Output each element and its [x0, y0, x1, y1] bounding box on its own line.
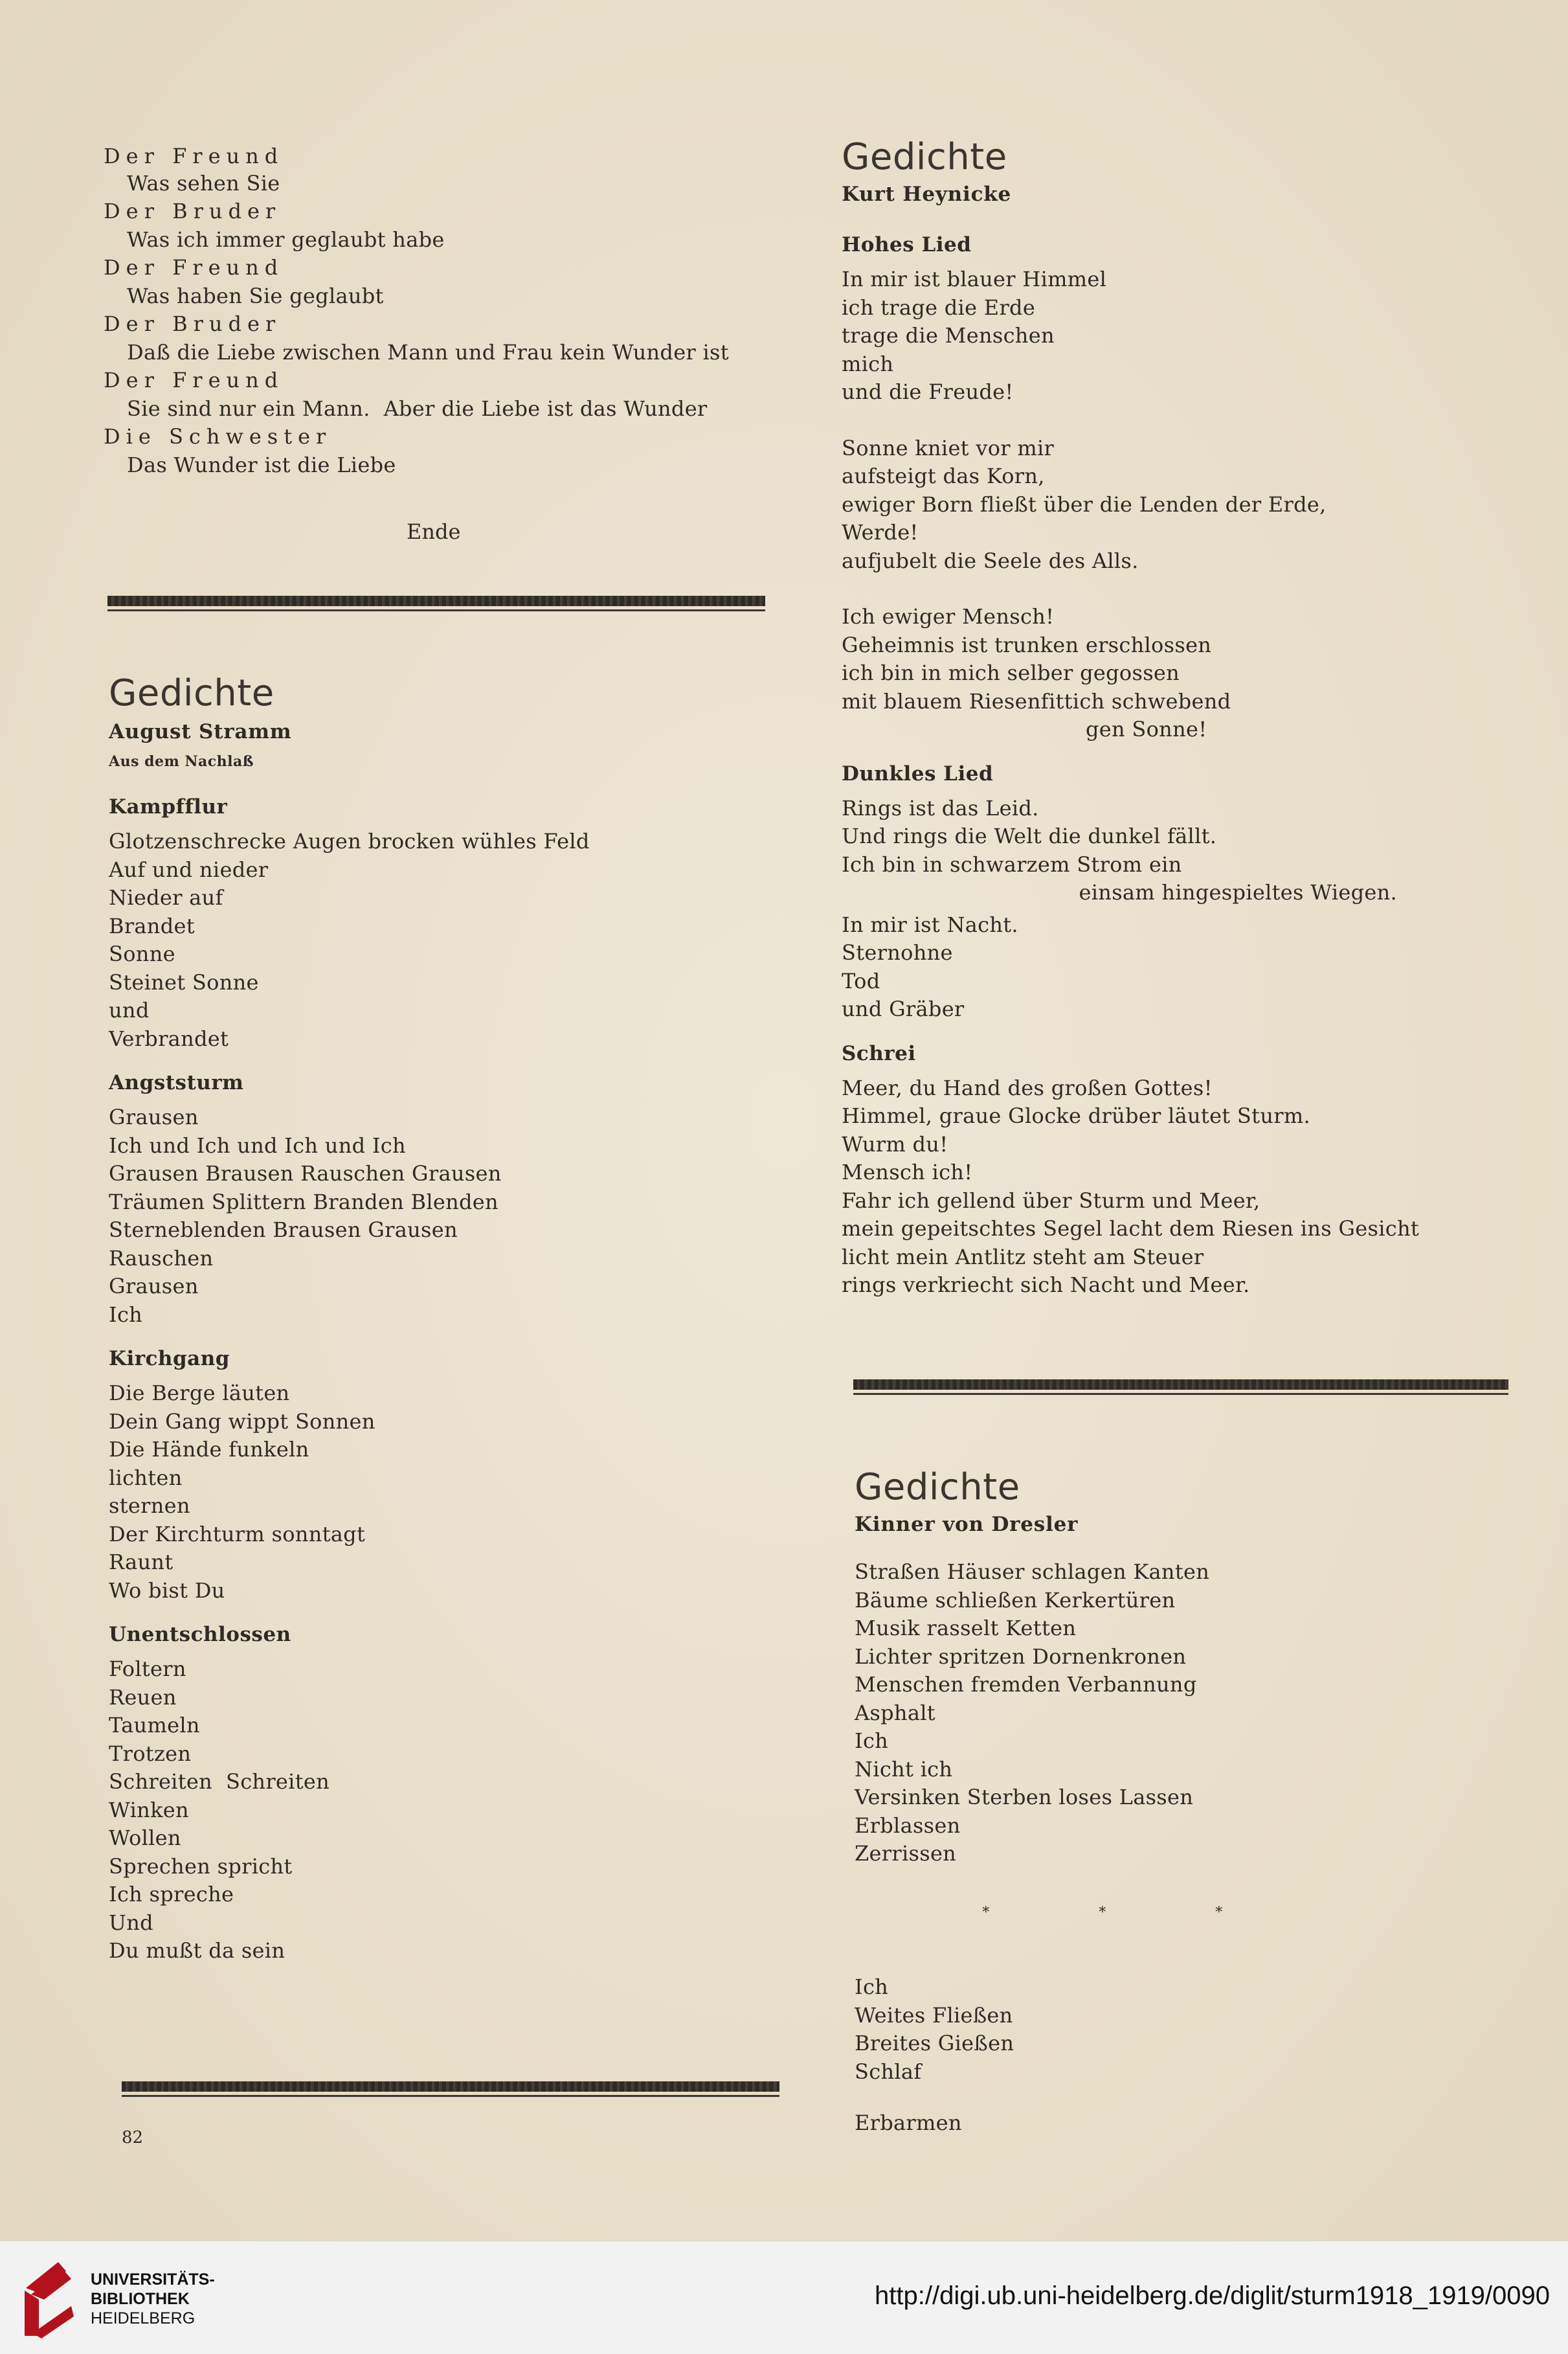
library-line: BIBLIOTHEK: [91, 2290, 190, 2308]
poem-line: Verbrandet: [109, 1026, 229, 1051]
poem-line: Steinet Sonne: [109, 969, 259, 995]
poem-line: Himmel, graue Glocke drüber läutet Sturm.: [842, 1103, 1310, 1128]
poem-line: Schreiten Schreiten: [109, 1769, 330, 1794]
poem-line: Zerrissen: [855, 1841, 957, 1866]
dialogue-block: [104, 142, 751, 479]
poem-title: Unentschlossen: [109, 1623, 291, 1646]
poem-line: mich: [842, 351, 894, 376]
star: *: [1099, 1905, 1106, 1921]
poem-line: Rauschen: [109, 1245, 214, 1271]
poem-line: Straßen Häuser schlagen Kanten: [855, 1559, 1210, 1584]
stramm-section: [109, 671, 756, 1965]
poem-line: Breites Gießen: [855, 2031, 1014, 2055]
poem-line: Die Berge läuten: [109, 1381, 290, 1405]
viewer-footer: [0, 2241, 1568, 2354]
author-name: Kinner von Dresler: [855, 1513, 1079, 1536]
poem-line: Nicht ich: [855, 1756, 953, 1782]
poem-line: Erbarmen: [855, 2111, 962, 2135]
poem-line: Wo bist Du: [109, 1578, 225, 1603]
dialogue-line: Das Wunder ist die Liebe: [127, 452, 396, 477]
poem-line: Sterneblenden Brausen Grausen: [109, 1217, 458, 1242]
poem-line: In mir ist Nacht.: [842, 912, 1018, 937]
poem-line: Ich und Ich und Ich und Ich: [109, 1133, 406, 1158]
dialogue-line: Sie sind nur ein Mann. Aber die Liebe ist das Wunder: [127, 396, 708, 421]
poem-line: mit blauem Riesenfittich schwebend: [842, 688, 1231, 714]
poem-line: Grausen: [109, 1105, 199, 1129]
library-line: HEIDELBERG: [91, 2309, 196, 2327]
poem-line: Auf und nieder: [109, 857, 269, 882]
poem-line: Ich: [109, 1302, 143, 1327]
speaker: Die Schwester: [104, 424, 332, 449]
section-heading: Gedichte: [842, 136, 1007, 178]
poem-line: Sprechen spricht: [109, 1853, 293, 1879]
poem-line: Werde!: [842, 520, 919, 545]
poem-line: Die Hände funkeln: [109, 1437, 309, 1462]
library-name: [91, 2270, 215, 2328]
poem-line: Sternohne: [842, 940, 953, 965]
section-rule: [853, 1379, 1508, 1395]
poem-line: Dein Gang wippt Sonnen: [109, 1409, 375, 1434]
heynicke-section: [842, 135, 1528, 1300]
dresler-section: [855, 1465, 1528, 2138]
poem-line: ewiger Born fließt über die Lenden der Erde,: [842, 492, 1327, 517]
poem-line: Fahr ich gellend über Sturm und Meer,: [842, 1188, 1260, 1213]
poem-line: Weites Fließen: [855, 2002, 1013, 2028]
poem-line: Sonne kniet vor mir: [842, 435, 1055, 460]
poem-line: Bäume schließen Kerkertüren: [855, 1587, 1176, 1613]
star: *: [1215, 1905, 1223, 1921]
section-rule: [107, 596, 765, 611]
poem-line: Und rings die Welt die dunkel fällt.: [842, 824, 1217, 848]
poem-line: ich trage die Erde: [842, 295, 1036, 320]
poem-line: Grausen Brausen Rauschen Grausen: [109, 1161, 502, 1186]
poem-line: gen Sonne!: [842, 717, 1207, 741]
poem-line: lichten: [109, 1465, 183, 1490]
poem-line: Rings ist das Leid.: [842, 795, 1039, 821]
poem-line: Foltern: [109, 1657, 186, 1681]
poem-title: Hohes Lied: [842, 233, 972, 256]
poem-line: Grausen: [109, 1274, 199, 1298]
author-name: Kurt Heynicke: [842, 183, 1012, 206]
poem-line: Träumen Splittern Branden Blenden: [109, 1189, 498, 1214]
dialogue-line: Daß die Liebe zwischen Mann und Frau kein Wunder ist: [127, 339, 729, 365]
poem-line: Sonne: [109, 942, 175, 966]
poem-line: aufsteigt das Korn,: [842, 464, 1045, 488]
poem-line: und: [109, 998, 150, 1023]
page-number: 82: [122, 2128, 144, 2147]
speaker: Der Bruder: [104, 199, 282, 223]
poem-line: Taumeln: [109, 1713, 200, 1737]
poem-line: einsam hingespieltes Wiegen.: [842, 880, 1397, 905]
poem-line: mein gepeitschtes Segel lacht dem Riesen ins Gesicht: [842, 1216, 1420, 1241]
poem-line: ich bin in mich selber gegossen: [842, 661, 1180, 685]
poem-line: Musik rasselt Ketten: [855, 1616, 1077, 1640]
poem-line: Schlaf: [855, 2059, 922, 2084]
poem-line: sternen: [109, 1493, 190, 1518]
speaker: Der Freund: [104, 144, 284, 168]
poem-line: Asphalt: [855, 1700, 935, 1725]
poem-line: Ich: [855, 1728, 889, 1753]
poem-line: Trotzen: [109, 1741, 192, 1766]
poem-line: Raunt: [109, 1550, 174, 1574]
poem-line: Glotzenschrecke Augen brocken wühles Feld: [109, 829, 590, 854]
section-heading: Gedichte: [855, 1466, 1020, 1508]
poem-line: Du mußt da sein: [109, 1938, 286, 1963]
speaker: Der Bruder: [104, 311, 282, 336]
section-rule: [122, 2081, 779, 2097]
poem-line: Menschen fremden Verbannung: [855, 1672, 1197, 1697]
poem-title: Schrei: [842, 1041, 916, 1065]
poem-line: und Gräber: [842, 997, 965, 1021]
poem-line: Lichter spritzen Dornenkronen: [855, 1644, 1187, 1669]
ende-label: Ende: [407, 519, 461, 544]
library-line: UNIVERSITÄTS-: [91, 2270, 215, 2289]
poem-line: In mir ist blauer Himmel: [842, 267, 1107, 291]
speaker: Der Freund: [104, 368, 284, 392]
dialogue-line: Was sehen Sie: [127, 170, 280, 196]
poem-line: Geheimnis ist trunken erschlossen: [842, 632, 1212, 657]
speaker: Der Freund: [104, 255, 284, 280]
poem-line: Ich ewiger Mensch!: [842, 604, 1055, 629]
dialogue-line: Was haben Sie geglaubt: [127, 283, 384, 308]
poem-line: Tod: [842, 968, 880, 993]
poem-title: Angststurm: [109, 1071, 244, 1094]
author-name: August Stramm: [109, 720, 292, 743]
poem-line: Mensch ich!: [842, 1160, 973, 1184]
poem-title: Dunkles Lied: [842, 762, 994, 786]
star: *: [982, 1905, 990, 1921]
library-logo-icon: [19, 2256, 78, 2340]
poem-line: rings verkriecht sich Nacht und Meer.: [842, 1273, 1250, 1297]
dialogue-line: Was ich immer geglaubt habe: [127, 227, 445, 252]
poem-line: Ich: [855, 1975, 889, 1999]
poem-line: licht mein Antlitz steht am Steuer: [842, 1244, 1204, 1269]
poem-line: Winken: [109, 1797, 189, 1822]
poem-line: Nieder auf: [109, 885, 223, 910]
poem-title: Kampfflur: [109, 795, 228, 819]
poem-line: aufjubelt die Seele des Alls.: [842, 548, 1139, 573]
poem-line: Erblassen: [855, 1813, 961, 1838]
poem-line: Wollen: [109, 1826, 181, 1850]
poem-line: Reuen: [109, 1684, 177, 1710]
poem-line: und die Freude!: [842, 379, 1014, 404]
section-heading: Gedichte: [109, 672, 274, 714]
star-divider: [855, 1868, 1528, 1956]
poem-line: Meer, du Hand des großen Gottes!: [842, 1075, 1213, 1100]
source-url-link[interactable]: http://digi.ub.uni-heidelberg.de/diglit/sturm1918_1919/0090: [875, 2281, 1550, 2310]
poem-line: Versinken Sterben loses Lassen: [855, 1785, 1194, 1809]
poem-line: Wurm du!: [842, 1131, 948, 1157]
poem-line: trage die Menschen: [842, 323, 1055, 348]
poem-line: Der Kirchturm sonntagt: [109, 1521, 366, 1546]
poem-line: Ich bin in schwarzem Strom ein: [842, 852, 1182, 877]
poem-line: Und: [109, 1910, 153, 1935]
poem-line: Ich spreche: [109, 1882, 234, 1907]
poem-line: Brandet: [109, 913, 195, 938]
poem-title: Kirchgang: [109, 1347, 230, 1370]
author-note: Aus dem Nachlaß: [109, 753, 254, 770]
